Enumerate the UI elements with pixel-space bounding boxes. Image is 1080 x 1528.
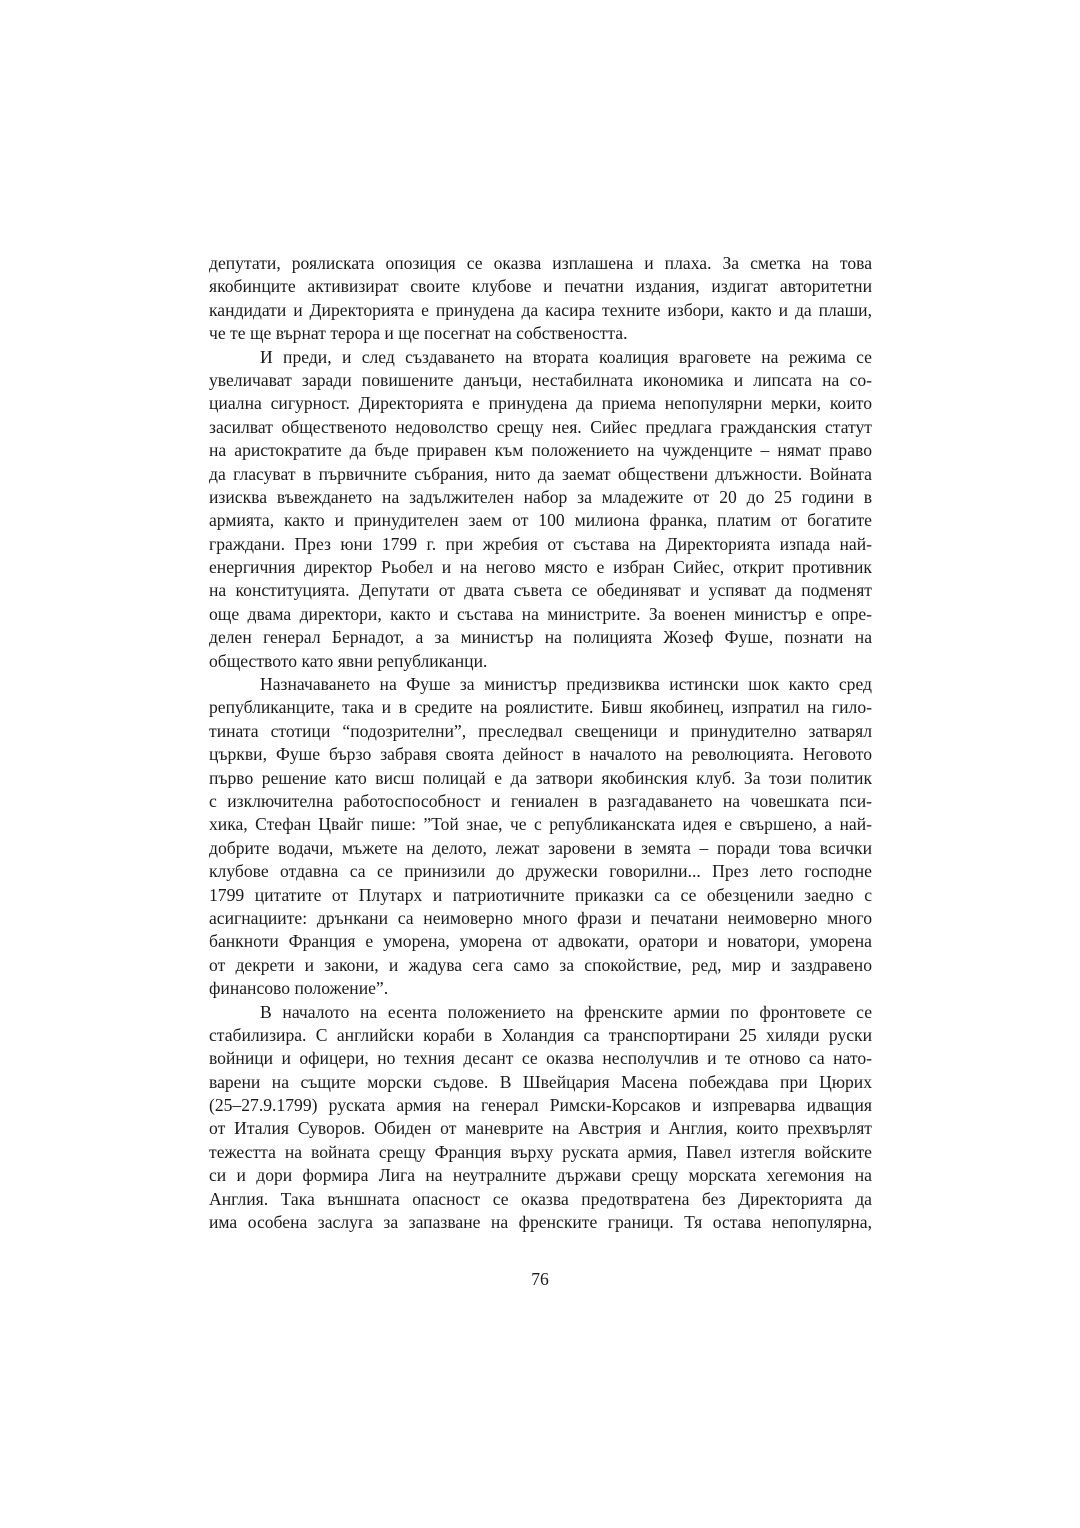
text-line: клубове отдавна са се принизили до дружески говорилни... През лето господне bbox=[209, 861, 872, 882]
text-line: с изключителна работоспособност и гениален в разгадаването на човешката пси- bbox=[209, 790, 872, 811]
text-line: асигнациите: дрънкани са неимоверно много фрази и печатани неимоверно много bbox=[209, 907, 872, 928]
text-line: тината стотици “подозрителни”, преследвал свещеници и принудително затварял bbox=[209, 720, 872, 741]
text-line: засилват общественото недоволство срещу нея. Сийес предлага гражданския статут bbox=[209, 416, 872, 437]
paragraph-last-line: финансово положение”. bbox=[209, 978, 389, 999]
text-line: делен генерал Бернадот, а за министър на полицията Жозеф Фуше, познати на bbox=[209, 627, 872, 648]
text-line: депутати, роялиската опозиция се оказва изплашена и плаха. За сметка на това bbox=[209, 253, 872, 273]
paragraph-first-line: И преди, и след създаването на втората коалиция враговете на режима се bbox=[260, 346, 872, 367]
paragraph-first-line: Назначаването на Фуше за министър предизвиква истински шок както сред bbox=[260, 674, 872, 695]
text-line: първо решение като висш полицай е да затвори якобинския клуб. За този политик bbox=[209, 767, 872, 788]
text-line: стабилизира. С английски кораби в Холандия са транспортирани 25 хиляди руски bbox=[209, 1024, 872, 1045]
text-line: армията, както и принудителен заем от 100 милиона франка, платим от богатите bbox=[209, 510, 872, 531]
text-line: републиканците, така и в средите на роялистите. Бивш якобинец, изпратил на гило- bbox=[209, 697, 872, 718]
body-text bbox=[209, 252, 872, 1234]
paragraph-first-line: В началото на есента положението на френските армии по фронтовете се bbox=[260, 1001, 872, 1022]
text-line: якобинците активизират своите клубове и печатни издания, издигат авторитетни bbox=[209, 276, 872, 297]
paragraph-last-line: обществото като явни републиканци. bbox=[209, 650, 488, 671]
text-line: банкноти Франция е уморена, уморена от адвокати, оратори и новатори, уморена bbox=[209, 931, 872, 952]
text-line: на аристократите да бъде приравен към положението на чужденците – нямат право bbox=[209, 440, 872, 461]
text-line: тежестта на войната срещу Франция върху руската армия, Павел изтегля войските bbox=[209, 1141, 872, 1162]
text-line: има особена заслуга за запазване на френските граници. Тя остава непопулярна, bbox=[209, 1212, 872, 1233]
text-line: граждани. През юни 1799 г. при жребия от състава на Директорията изпада най- bbox=[209, 533, 872, 554]
text-line: изисква въвеждането на задължителен набор за младежите от 20 до 25 години в bbox=[209, 486, 872, 507]
text-line: 1799 цитатите от Плутарх и патриотичните приказки са се обезценили заедно с bbox=[209, 884, 872, 905]
text-line: църкви, Фуше бързо забравя своята дейност в началото на революцията. Неговото bbox=[209, 744, 872, 765]
text-line: хика, Стефан Цвайг пише: ”Той знае, че с републиканската идея е свършено, а най- bbox=[209, 814, 872, 835]
text-line: циална сигурност. Директорията е принудена да приема непопулярни мерки, които bbox=[209, 393, 872, 414]
text-line: от декрети и закони, и жадува сега само за спокойствие, ред, мир и заздравено bbox=[209, 954, 872, 975]
page-number: 76 bbox=[531, 1269, 549, 1289]
text-line: добрите водачи, мъжете на делото, лежат заровени в земята – поради това всички bbox=[209, 837, 872, 858]
paragraph-last-line: че те ще върнат терора и ще посегнат на собствеността. bbox=[209, 323, 628, 344]
text-line: да гласуват в първичните събрания, нито да заемат обществени длъжности. Войната bbox=[209, 463, 872, 484]
text-line: варени на същите морски съдове. В Швейцария Масена побеждава при Цюрих bbox=[209, 1071, 872, 1092]
text-line: Англия. Така външната опасност се оказва предотвратена без Директорията да bbox=[209, 1188, 872, 1209]
text-line: кандидати и Директорията е принудена да касира техните избори, както и да плаши, bbox=[209, 299, 872, 320]
text-line: (25–27.9.1799) руската армия на генерал Римски-Корсаков и изпреварва идващия bbox=[209, 1095, 872, 1116]
text-line: си и дори формира Лига на неутралните държави срещу морската хегемония на bbox=[209, 1165, 872, 1186]
text-line: енергичния директор Рьобел и на негово място е избран Сийес, открит противник bbox=[209, 557, 872, 578]
text-line: на конституцията. Депутати от двата съвета се обединяват и успяват да подменят bbox=[209, 580, 872, 601]
text-line: още двама директори, както и състава на министрите. За военен министър е опре- bbox=[209, 603, 872, 624]
text-line: от Италия Суворов. Обиден от маневрите на Австрия и Англия, които прехвърлят bbox=[209, 1118, 872, 1139]
text-line: увеличават заради повишените данъци, нестабилната икономика и липсата на со- bbox=[209, 369, 872, 390]
text-line: войници и офицери, но техния десант се оказва несполучлив и те отново са нато- bbox=[209, 1048, 872, 1069]
